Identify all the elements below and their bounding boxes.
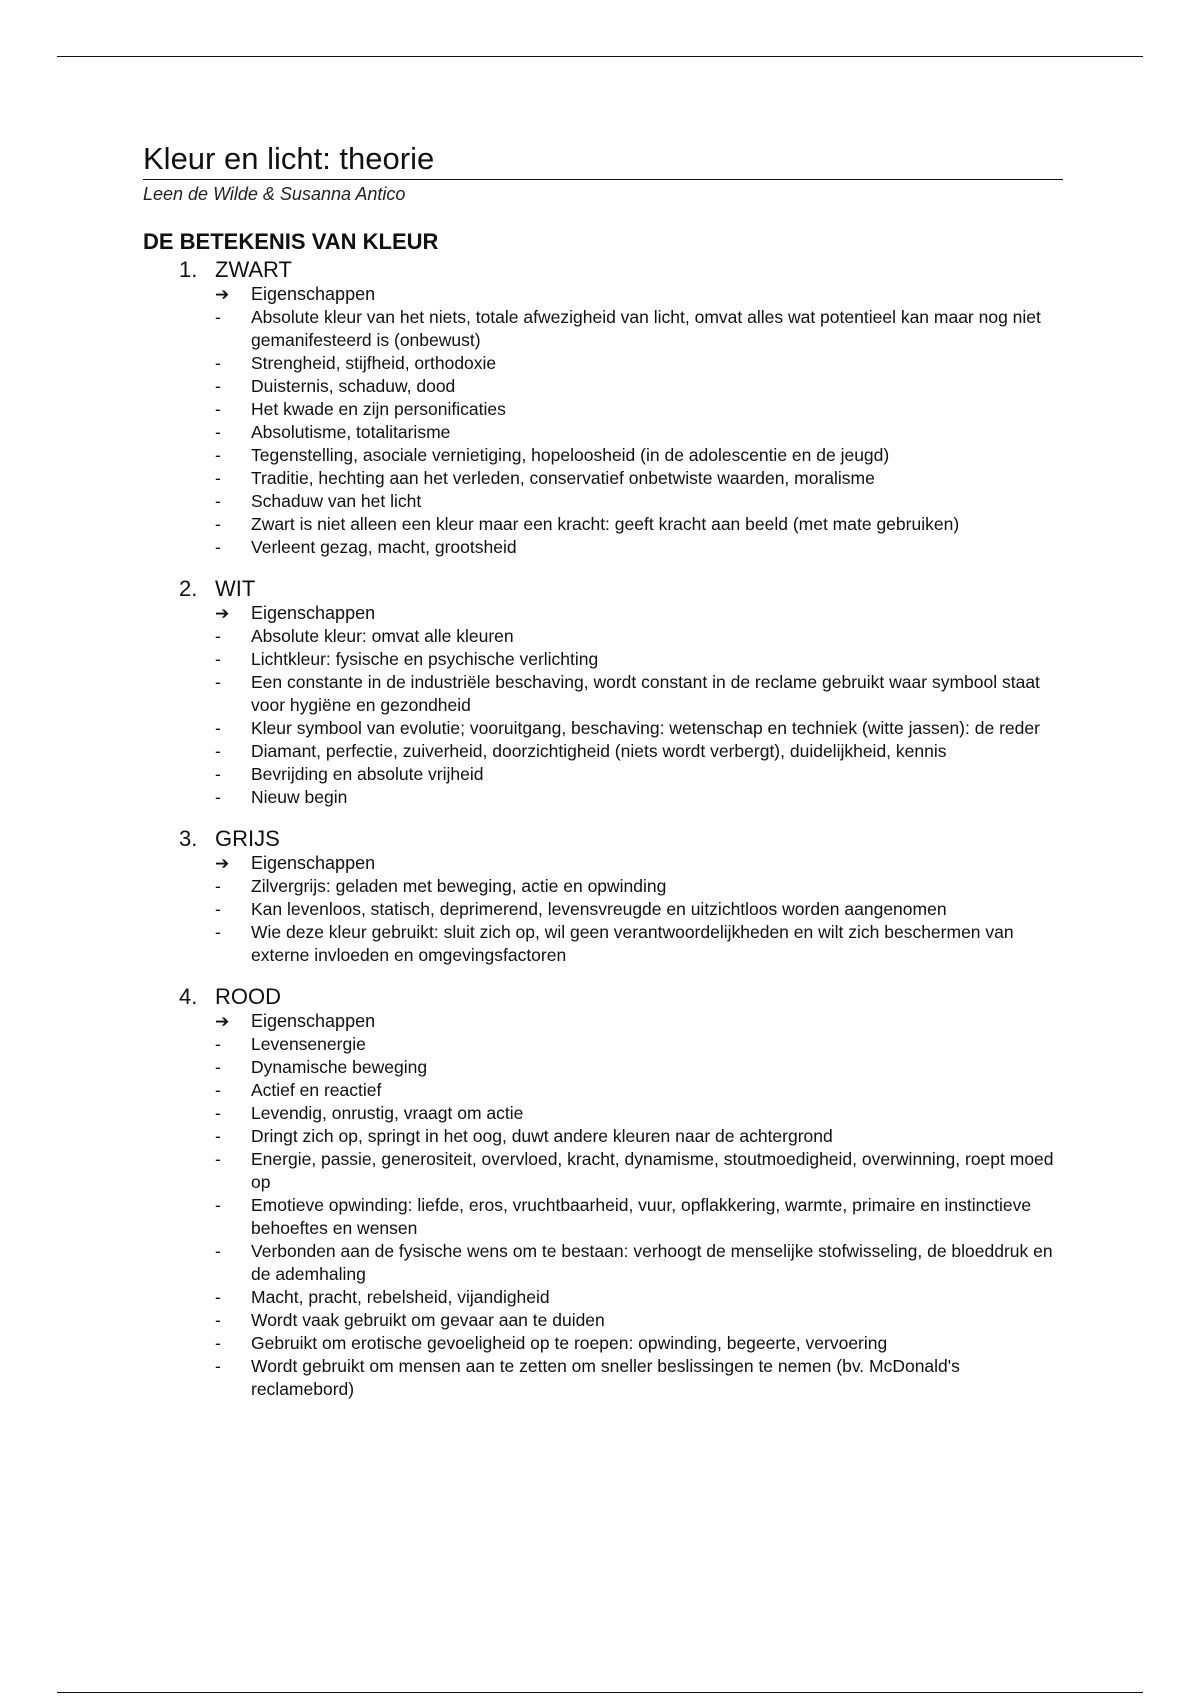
list-item (215, 398, 1063, 421)
dash-bullet-icon: - (215, 491, 221, 511)
list-item (215, 375, 1063, 398)
dash-bullet-icon: - (215, 1195, 221, 1215)
color-name: GRIJS (215, 826, 280, 851)
color-section (179, 575, 1063, 809)
dash-bullet-icon: - (215, 649, 221, 669)
arrow-right-icon: ➔ (215, 1012, 230, 1031)
color-heading (179, 983, 1063, 1010)
color-number: 4. (179, 984, 198, 1009)
list-item-text: Bevrijding en absolute vrijheid (251, 764, 484, 784)
list-item-text: Actief en reactief (251, 1080, 382, 1100)
list-item (215, 444, 1063, 467)
color-heading (179, 825, 1063, 852)
list-item-text: Dringt zich op, springt in het oog, duwt andere kleuren naar de achtergrond (251, 1126, 833, 1146)
list-item (215, 898, 1063, 921)
color-name: ZWART (215, 257, 292, 282)
list-item-text: Traditie, hechting aan het verleden, conservatief onbetwiste waarden, moralisme (251, 468, 875, 488)
list-item (215, 740, 1063, 763)
dash-bullet-icon: - (215, 399, 221, 419)
properties-list (179, 875, 1063, 967)
color-name: WIT (215, 576, 256, 601)
color-name: ROOD (215, 984, 281, 1009)
list-item (215, 1056, 1063, 1079)
properties-subheading (215, 602, 1063, 625)
list-item (215, 1240, 1063, 1286)
subheading-label: Eigenschappen (251, 603, 376, 623)
list-item (215, 306, 1063, 352)
dash-bullet-icon: - (215, 1287, 221, 1307)
page-top-rule (57, 56, 1143, 57)
list-item-text: Zilvergrijs: geladen met beweging, actie en opwinding (251, 876, 667, 896)
list-item-text: Emotieve opwinding: liefde, eros, vruchtbaarheid, vuur, opflakkering, warmte, primaire en instinctieve behoeftes en wensen (251, 1195, 1032, 1238)
section-heading: DE BETEKENIS VAN KLEUR (143, 229, 439, 254)
document-title: Kleur en licht: theorie (143, 140, 1063, 180)
dash-bullet-icon: - (215, 1034, 221, 1054)
dash-bullet-icon: - (215, 1080, 221, 1100)
properties-subheading (215, 283, 1063, 306)
dash-bullet-icon: - (215, 1241, 221, 1261)
list-item (215, 421, 1063, 444)
list-item-text: Dynamische beweging (251, 1057, 428, 1077)
properties-list (179, 1033, 1063, 1401)
list-item-text: Verleent gezag, macht, grootsheid (251, 537, 517, 557)
dash-bullet-icon: - (215, 626, 221, 646)
list-item (215, 1355, 1063, 1401)
list-item (215, 513, 1063, 536)
list-item (215, 1125, 1063, 1148)
list-item-text: Absolute kleur van het niets, totale afwezigheid van licht, omvat alles wat potentieel kan maar nog niet gemanifesteerd is (onbewust) (251, 307, 1041, 350)
list-item-text: Strengheid, stijfheid, orthodoxie (251, 353, 497, 373)
dash-bullet-icon: - (215, 922, 221, 942)
dash-bullet-icon: - (215, 764, 221, 784)
list-item-text: Levendig, onrustig, vraagt om actie (251, 1103, 524, 1123)
list-item (215, 467, 1063, 490)
list-item-text: Schaduw van het licht (251, 491, 422, 511)
dash-bullet-icon: - (215, 741, 221, 761)
dash-bullet-icon: - (215, 514, 221, 534)
list-item-text: Kan levenloos, statisch, deprimerend, levensvreugde en uitzichtloos worden aangenomen (251, 899, 947, 919)
dash-bullet-icon: - (215, 1103, 221, 1123)
properties-list (179, 625, 1063, 809)
color-heading (179, 256, 1063, 283)
dash-bullet-icon: - (215, 899, 221, 919)
list-item (215, 536, 1063, 559)
list-item-text: Tegenstelling, asociale vernietiging, hopeloosheid (in de adolescentie en de jeugd) (251, 445, 890, 465)
list-item (215, 1332, 1063, 1355)
color-section (179, 256, 1063, 559)
list-item (215, 1079, 1063, 1102)
list-item-text: Zwart is niet alleen een kleur maar een kracht: geeft kracht aan beeld (met mate gebruiken) (251, 514, 960, 534)
list-item-text: Energie, passie, generositeit, overvloed, kracht, dynamisme, stoutmoedigheid, overwinning, roept moed op (251, 1149, 1054, 1192)
list-item (215, 352, 1063, 375)
subheading-label: Eigenschappen (251, 284, 376, 304)
dash-bullet-icon: - (215, 307, 221, 327)
color-heading (179, 575, 1063, 602)
arrow-right-icon: ➔ (215, 604, 230, 623)
list-item-text: Duisternis, schaduw, dood (251, 376, 456, 396)
color-section (179, 983, 1063, 1401)
dash-bullet-icon: - (215, 1333, 221, 1353)
dash-bullet-icon: - (215, 876, 221, 896)
list-item (215, 1033, 1063, 1056)
list-item-text: Absolutisme, totalitarisme (251, 422, 451, 442)
dash-bullet-icon: - (215, 1149, 221, 1169)
list-item (215, 1194, 1063, 1240)
list-item-text: Het kwade en zijn personificaties (251, 399, 506, 419)
list-item (215, 1102, 1063, 1125)
list-item (215, 717, 1063, 740)
arrow-right-icon: ➔ (215, 854, 230, 873)
list-item-text: Gebruikt om erotische gevoeligheid op te roepen: opwinding, begeerte, vervoering (251, 1333, 888, 1353)
dash-bullet-icon: - (215, 422, 221, 442)
arrow-right-icon: ➔ (215, 285, 230, 304)
list-item (215, 786, 1063, 809)
list-item-text: Levensenergie (251, 1034, 366, 1054)
color-number: 2. (179, 576, 198, 601)
color-number: 1. (179, 257, 198, 282)
list-item (215, 921, 1063, 967)
list-item-text: Wordt gebruikt om mensen aan te zetten om sneller beslissingen te nemen (bv. McDonald's reclamebord) (251, 1356, 960, 1399)
subheading-label: Eigenschappen (251, 1011, 376, 1031)
list-item-text: Nieuw begin (251, 787, 348, 807)
page-bottom-rule (57, 1692, 1143, 1693)
list-item (215, 671, 1063, 717)
list-item-text: Wie deze kleur gebruikt: sluit zich op, wil geen verantwoordelijkheden en wilt zich beschermen van externe invloeden en omgevingsfactoren (251, 922, 1014, 965)
list-item (215, 625, 1063, 648)
properties-list (179, 306, 1063, 559)
list-item-text: Macht, pracht, rebelsheid, vijandigheid (251, 1287, 550, 1307)
dash-bullet-icon: - (215, 376, 221, 396)
list-item (215, 1309, 1063, 1332)
document-page (143, 140, 1063, 1417)
document-authors: Leen de Wilde & Susanna Antico (143, 184, 406, 204)
dash-bullet-icon: - (215, 1356, 221, 1376)
dash-bullet-icon: - (215, 1126, 221, 1146)
dash-bullet-icon: - (215, 353, 221, 373)
dash-bullet-icon: - (215, 1057, 221, 1077)
list-item-text: Diamant, perfectie, zuiverheid, doorzichtigheid (niets wordt verbergt), duidelijkheid, kennis (251, 741, 947, 761)
dash-bullet-icon: - (215, 718, 221, 738)
list-item-text: Verbonden aan de fysische wens om te bestaan: verhoogt de menselijke stofwisseling, de bloeddruk en de ademhaling (251, 1241, 1053, 1284)
list-item-text: Een constante in de industriële beschaving, wordt constant in de reclame gebruikt waar symbool staat voor hygiëne en gezondheid (251, 672, 1040, 715)
list-item-text: Lichtkleur: fysische en psychische verlichting (251, 649, 599, 669)
dash-bullet-icon: - (215, 1310, 221, 1330)
color-number: 3. (179, 826, 198, 851)
list-item-text: Absolute kleur: omvat alle kleuren (251, 626, 514, 646)
color-section (179, 825, 1063, 967)
dash-bullet-icon: - (215, 787, 221, 807)
dash-bullet-icon: - (215, 445, 221, 465)
list-item (215, 1148, 1063, 1194)
list-item (215, 1286, 1063, 1309)
list-item (215, 763, 1063, 786)
properties-subheading (215, 852, 1063, 875)
dash-bullet-icon: - (215, 672, 221, 692)
list-item (215, 875, 1063, 898)
list-item (215, 490, 1063, 513)
list-item-text: Kleur symbool van evolutie; vooruitgang, beschaving: wetenschap en techniek (witte jassen): de reder (251, 718, 1040, 738)
subheading-label: Eigenschappen (251, 853, 376, 873)
properties-subheading (215, 1010, 1063, 1033)
list-item (215, 648, 1063, 671)
list-item-text: Wordt vaak gebruikt om gevaar aan te duiden (251, 1310, 605, 1330)
color-list (143, 256, 1063, 1401)
dash-bullet-icon: - (215, 468, 221, 488)
dash-bullet-icon: - (215, 537, 221, 557)
